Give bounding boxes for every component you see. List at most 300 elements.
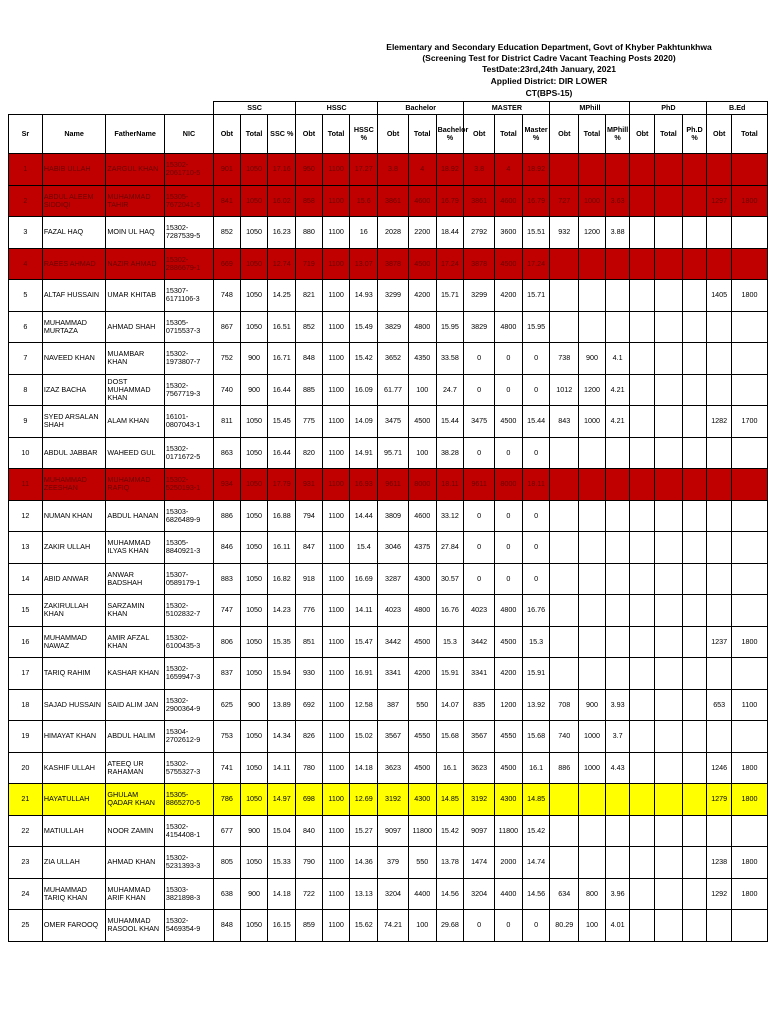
cell-total-5: 900 (240, 374, 268, 406)
cell-total-8: 1100 (322, 469, 350, 501)
cell-obt-13: 9611 (464, 469, 495, 501)
cell-ssc-6: 16.44 (268, 374, 296, 406)
cell-total-14: 4550 (495, 721, 523, 753)
cell-ph-d-21 (682, 343, 707, 375)
cell-fathername-2: WAHEED GUL (106, 437, 164, 469)
cell-obt-10: 3475 (378, 406, 409, 438)
cell-nic-3: 15305-8840921-3 (164, 532, 213, 564)
cell-total-17 (579, 437, 606, 469)
col-phd-obt: Obt (630, 115, 655, 154)
cell-ph-d-21 (682, 563, 707, 595)
header-district: Applied District: DIR LOWER (490, 76, 608, 86)
cell-obt-22: 1405 (707, 280, 732, 312)
cell-fathername-2: MUHAMMAD ARIF KHAN (106, 878, 164, 910)
cell-master-15: 18.92 (522, 154, 550, 186)
cell-obt-7: 776 (296, 595, 323, 627)
cell-bachelor-12: 14.85 (436, 784, 464, 816)
cell-total-8: 1100 (322, 374, 350, 406)
cell-total-23 (732, 248, 768, 280)
cell-total-23: 1700 (732, 406, 768, 438)
cell-obt-7: 848 (296, 343, 323, 375)
cell-mphill-18: 4.1 (605, 343, 630, 375)
cell-sr-0: 16 (9, 626, 43, 658)
cell-mphill-18 (605, 469, 630, 501)
cell-obt-13: 0 (464, 374, 495, 406)
cell-obt-7: 820 (296, 437, 323, 469)
cell-hssc-9: 16.93 (350, 469, 378, 501)
cell-fathername-2: SAID ALIM JAN (106, 689, 164, 721)
group-phd: PhD (630, 102, 707, 115)
cell-obt-7: 880 (296, 217, 323, 249)
cell-obt-16 (550, 154, 579, 186)
cell-total-8: 1100 (322, 878, 350, 910)
cell-master-15: 15.95 (522, 311, 550, 343)
col-ssc-total: Total (240, 115, 268, 154)
cell-ph-d-21 (682, 437, 707, 469)
col-name: Name (42, 115, 106, 154)
cell-ph-d-21 (682, 784, 707, 816)
cell-fathername-2: ANWAR BADSHAH (106, 563, 164, 595)
col-master-total: Total (495, 115, 523, 154)
cell-total-23 (732, 721, 768, 753)
cell-total-17 (579, 532, 606, 564)
cell-bachelor-12: 14.56 (436, 878, 464, 910)
cell-obt-13: 1474 (464, 847, 495, 879)
cell-total-14: 0 (495, 532, 523, 564)
cell-master-15: 0 (522, 500, 550, 532)
cell-hssc-9: 14.93 (350, 280, 378, 312)
cell-name-1: ZAKIR ULLAH (42, 532, 106, 564)
header-date: TestDate:23rd,24th January, 2021 (482, 64, 616, 74)
cell-obt-7: 847 (296, 532, 323, 564)
cell-nic-3: 15302-0171672-5 (164, 437, 213, 469)
cell-total-5: 1050 (240, 847, 268, 879)
cell-obt-16 (550, 532, 579, 564)
cell-total-8: 1100 (322, 343, 350, 375)
cell-obt-13: 3861 (464, 185, 495, 217)
cell-sr-0: 10 (9, 437, 43, 469)
cell-obt-19 (630, 154, 655, 186)
cell-total-17 (579, 280, 606, 312)
cell-obt-7: 851 (296, 626, 323, 658)
cell-bachelor-12: 30.57 (436, 563, 464, 595)
cell-nic-3: 15302-1659947-3 (164, 658, 213, 690)
cell-obt-16: 932 (550, 217, 579, 249)
table-row (9, 311, 768, 343)
cell-total-14: 4500 (495, 248, 523, 280)
cell-total-8: 1100 (322, 280, 350, 312)
cell-total-20 (655, 532, 683, 564)
cell-nic-3: 15303-6826489-9 (164, 500, 213, 532)
cell-fathername-2: ABDUL HALIM (106, 721, 164, 753)
cell-hssc-9: 14.91 (350, 437, 378, 469)
cell-nic-3: 15302-2061710-5 (164, 154, 213, 186)
table-row (9, 721, 768, 753)
table-row (9, 847, 768, 879)
cell-total-8: 1100 (322, 406, 350, 438)
cell-obt-10: 3204 (378, 878, 409, 910)
cell-total-5: 1050 (240, 910, 268, 942)
cell-total-5: 900 (240, 815, 268, 847)
cell-total-17 (579, 658, 606, 690)
cell-obt-19 (630, 847, 655, 879)
cell-obt-16 (550, 248, 579, 280)
table-row (9, 185, 768, 217)
cell-obt-16 (550, 784, 579, 816)
cell-total-20 (655, 658, 683, 690)
col-phd-pct: Ph.D % (682, 115, 707, 154)
cell-total-11: 2200 (408, 217, 436, 249)
cell-fathername-2: ATEEQ UR RAHAMAN (106, 752, 164, 784)
cell-total-23 (732, 595, 768, 627)
cell-obt-10: 3.8 (378, 154, 409, 186)
cell-sr-0: 17 (9, 658, 43, 690)
cell-obt-13: 3341 (464, 658, 495, 690)
cell-total-23: 1800 (732, 784, 768, 816)
cell-obt-4: 786 (214, 784, 241, 816)
cell-name-1: SYED ARSALAN SHAH (42, 406, 106, 438)
cell-ph-d-21 (682, 374, 707, 406)
cell-total-20 (655, 626, 683, 658)
cell-nic-3: 15307-0589179-1 (164, 563, 213, 595)
cell-obt-4: 740 (214, 374, 241, 406)
table-row (9, 752, 768, 784)
cell-sr-0: 18 (9, 689, 43, 721)
cell-bachelor-12: 16.76 (436, 595, 464, 627)
cell-hssc-9: 14.11 (350, 595, 378, 627)
cell-ssc-6: 15.33 (268, 847, 296, 879)
col-mphill-pct: MPhill % (605, 115, 630, 154)
cell-total-23: 1100 (732, 689, 768, 721)
col-master-obt: Obt (464, 115, 495, 154)
cell-obt-7: 821 (296, 280, 323, 312)
cell-total-14: 4500 (495, 752, 523, 784)
col-mphill-obt: Obt (550, 115, 579, 154)
cell-total-11: 100 (408, 910, 436, 942)
cell-total-8: 1100 (322, 658, 350, 690)
cell-total-5: 1050 (240, 280, 268, 312)
cell-fathername-2: NOOR ZAMIN (106, 815, 164, 847)
cell-total-20 (655, 343, 683, 375)
cell-fathername-2: MUHAMMAD RAFIQ (106, 469, 164, 501)
cell-obt-10: 3861 (378, 185, 409, 217)
cell-hssc-9: 16.69 (350, 563, 378, 595)
cell-ssc-6: 17.79 (268, 469, 296, 501)
cell-nic-3: 15305-0715537-3 (164, 311, 213, 343)
cell-name-1: MUHAMMAD NAWAZ (42, 626, 106, 658)
table-row (9, 784, 768, 816)
cell-total-23 (732, 910, 768, 942)
cell-total-14: 4800 (495, 595, 523, 627)
cell-sr-0: 6 (9, 311, 43, 343)
col-ssc-pct: SSC % (268, 115, 296, 154)
cell-obt-16 (550, 500, 579, 532)
cell-mphill-18 (605, 248, 630, 280)
table-row (9, 406, 768, 438)
cell-obt-19 (630, 784, 655, 816)
cell-mphill-18: 3.88 (605, 217, 630, 249)
cell-fathername-2: MUHAMMAD ILYAS KHAN (106, 532, 164, 564)
cell-total-23 (732, 469, 768, 501)
cell-master-15: 16.76 (522, 595, 550, 627)
cell-obt-19 (630, 689, 655, 721)
cell-obt-10: 3046 (378, 532, 409, 564)
cell-obt-22: 1238 (707, 847, 732, 879)
cell-obt-16: 886 (550, 752, 579, 784)
cell-obt-16: 727 (550, 185, 579, 217)
cell-obt-19 (630, 563, 655, 595)
col-bed-obt: Obt (707, 115, 732, 154)
cell-total-11: 4500 (408, 248, 436, 280)
cell-name-1: MATIULLAH (42, 815, 106, 847)
cell-name-1: NAVEED KHAN (42, 343, 106, 375)
cell-bachelor-12: 33.12 (436, 500, 464, 532)
cell-mphill-18 (605, 532, 630, 564)
cell-fathername-2: AHMAD SHAH (106, 311, 164, 343)
cell-total-5: 900 (240, 343, 268, 375)
cell-bachelor-12: 18.11 (436, 469, 464, 501)
table-row (9, 154, 768, 186)
cell-obt-10: 3652 (378, 343, 409, 375)
cell-total-11: 4550 (408, 721, 436, 753)
cell-total-8: 1100 (322, 752, 350, 784)
cell-hssc-9: 13.13 (350, 878, 378, 910)
cell-hssc-9: 16 (350, 217, 378, 249)
cell-total-14: 0 (495, 374, 523, 406)
cell-mphill-18 (605, 658, 630, 690)
cell-obt-22: 1246 (707, 752, 732, 784)
cell-obt-4: 867 (214, 311, 241, 343)
cell-obt-19 (630, 343, 655, 375)
cell-obt-10: 3567 (378, 721, 409, 753)
cell-total-20 (655, 721, 683, 753)
cell-hssc-9: 16.91 (350, 658, 378, 690)
cell-nic-3: 15302-5469354-9 (164, 910, 213, 942)
cell-fathername-2: ALAM KHAN (106, 406, 164, 438)
cell-obt-22 (707, 437, 732, 469)
cell-obt-4: 805 (214, 847, 241, 879)
cell-obt-4: 747 (214, 595, 241, 627)
cell-hssc-9: 13.07 (350, 248, 378, 280)
cell-obt-16: 843 (550, 406, 579, 438)
cell-obt-22: 1292 (707, 878, 732, 910)
cell-nic-3: 15302-4154408-1 (164, 815, 213, 847)
cell-name-1: ALTAF HUSSAIN (42, 280, 106, 312)
cell-sr-0: 25 (9, 910, 43, 942)
cell-fathername-2: SARZAMIN KHAN (106, 595, 164, 627)
cell-total-8: 1100 (322, 311, 350, 343)
cell-ph-d-21 (682, 878, 707, 910)
cell-name-1: SAJAD HUSSAIN (42, 689, 106, 721)
cell-obt-7: 852 (296, 311, 323, 343)
cell-obt-22 (707, 469, 732, 501)
table-row (9, 437, 768, 469)
cell-obt-13: 0 (464, 563, 495, 595)
cell-obt-13: 3299 (464, 280, 495, 312)
cell-obt-16: 708 (550, 689, 579, 721)
cell-total-20 (655, 311, 683, 343)
cell-hssc-9: 15.4 (350, 532, 378, 564)
cell-obt-19 (630, 532, 655, 564)
table-row (9, 280, 768, 312)
cell-total-8: 1100 (322, 815, 350, 847)
cell-obt-22 (707, 721, 732, 753)
cell-total-14: 8000 (495, 469, 523, 501)
cell-sr-0: 5 (9, 280, 43, 312)
cell-obt-13: 3192 (464, 784, 495, 816)
cell-total-23: 1800 (732, 626, 768, 658)
table-row (9, 532, 768, 564)
cell-ph-d-21 (682, 626, 707, 658)
cell-obt-4: 841 (214, 185, 241, 217)
cell-hssc-9: 15.49 (350, 311, 378, 343)
cell-sr-0: 3 (9, 217, 43, 249)
cell-total-17 (579, 595, 606, 627)
cell-ssc-6: 15.45 (268, 406, 296, 438)
cell-total-17 (579, 815, 606, 847)
cell-total-8: 1100 (322, 248, 350, 280)
cell-obt-19 (630, 217, 655, 249)
cell-total-23: 1800 (732, 185, 768, 217)
cell-obt-7: 775 (296, 406, 323, 438)
group-bachelor: Bachelor (378, 102, 464, 115)
cell-hssc-9: 14.44 (350, 500, 378, 532)
cell-nic-3: 15302-2886679-1 (164, 248, 213, 280)
cell-total-20 (655, 500, 683, 532)
cell-total-11: 4200 (408, 658, 436, 690)
col-hssc-obt: Obt (296, 115, 323, 154)
col-hssc-pct: HSSC % (350, 115, 378, 154)
cell-obt-4: 752 (214, 343, 241, 375)
cell-obt-13: 0 (464, 532, 495, 564)
cell-bachelor-12: 15.3 (436, 626, 464, 658)
cell-obt-22 (707, 311, 732, 343)
cell-obt-7: 826 (296, 721, 323, 753)
cell-nic-3: 15302-7287539-5 (164, 217, 213, 249)
cell-bachelor-12: 15.91 (436, 658, 464, 690)
cell-fathername-2: ZARGUL KHAN (106, 154, 164, 186)
table-row (9, 595, 768, 627)
cell-ph-d-21 (682, 815, 707, 847)
cell-ssc-6: 14.23 (268, 595, 296, 627)
table-row (9, 815, 768, 847)
cell-obt-10: 3192 (378, 784, 409, 816)
cell-obt-10: 3878 (378, 248, 409, 280)
cell-name-1: KASHIF ULLAH (42, 752, 106, 784)
cell-obt-10: 2028 (378, 217, 409, 249)
cell-nic-3: 15307-6171106-3 (164, 280, 213, 312)
cell-bachelor-12: 38.28 (436, 437, 464, 469)
cell-hssc-9: 15.6 (350, 185, 378, 217)
cell-total-17: 100 (579, 910, 606, 942)
cell-total-5: 1050 (240, 311, 268, 343)
cell-obt-4: 852 (214, 217, 241, 249)
cell-obt-7: 698 (296, 784, 323, 816)
col-mphill-total: Total (579, 115, 606, 154)
cell-ssc-6: 16.02 (268, 185, 296, 217)
cell-fathername-2: UMAR KHITAB (106, 280, 164, 312)
cell-mphill-18 (605, 847, 630, 879)
cell-total-20 (655, 595, 683, 627)
table-row (9, 658, 768, 690)
cell-total-20 (655, 689, 683, 721)
cell-obt-19 (630, 595, 655, 627)
cell-total-17 (579, 847, 606, 879)
cell-obt-22 (707, 374, 732, 406)
cell-ph-d-21 (682, 469, 707, 501)
table-row (9, 689, 768, 721)
cell-master-15: 16.79 (522, 185, 550, 217)
cell-total-11: 100 (408, 374, 436, 406)
col-bachelor-total: Total (408, 115, 436, 154)
cell-mphill-18: 4.21 (605, 406, 630, 438)
cell-hssc-9: 15.42 (350, 343, 378, 375)
cell-obt-16 (550, 847, 579, 879)
cell-obt-7: 794 (296, 500, 323, 532)
cell-total-5: 1050 (240, 626, 268, 658)
cell-ssc-6: 16.51 (268, 311, 296, 343)
cell-obt-10: 3287 (378, 563, 409, 595)
cell-total-20 (655, 815, 683, 847)
table-row (9, 469, 768, 501)
cell-ssc-6: 16.23 (268, 217, 296, 249)
cell-ssc-6: 15.35 (268, 626, 296, 658)
cell-total-11: 4500 (408, 626, 436, 658)
cell-obt-10: 4023 (378, 595, 409, 627)
cell-hssc-9: 16.09 (350, 374, 378, 406)
cell-ph-d-21 (682, 185, 707, 217)
cell-obt-16 (550, 658, 579, 690)
cell-fathername-2: MUHAMMAD TAHIR (106, 185, 164, 217)
cell-obt-13: 3475 (464, 406, 495, 438)
cell-total-5: 1050 (240, 469, 268, 501)
cell-total-17 (579, 784, 606, 816)
cell-hssc-9: 15.47 (350, 626, 378, 658)
cell-master-15: 0 (522, 910, 550, 942)
header-test: (Screening Test for District Cadre Vacant Teaching Posts 2020) (422, 53, 676, 63)
cell-ph-d-21 (682, 532, 707, 564)
cell-total-23 (732, 658, 768, 690)
cell-obt-22 (707, 532, 732, 564)
cell-total-14: 4200 (495, 658, 523, 690)
cell-nic-3: 15302-5250193-1 (164, 469, 213, 501)
cell-total-23: 1800 (732, 878, 768, 910)
cell-mphill-18 (605, 563, 630, 595)
group-master: MASTER (464, 102, 550, 115)
cell-total-8: 1100 (322, 500, 350, 532)
cell-total-20 (655, 374, 683, 406)
cell-sr-0: 13 (9, 532, 43, 564)
cell-ssc-6: 16.11 (268, 532, 296, 564)
cell-total-23 (732, 374, 768, 406)
cell-obt-7: 780 (296, 752, 323, 784)
cell-obt-7: 840 (296, 815, 323, 847)
cell-name-1: MUHAMMAD ZEESHAN (42, 469, 106, 501)
cell-total-5: 1050 (240, 752, 268, 784)
cell-obt-4: 677 (214, 815, 241, 847)
cell-bachelor-12: 27.84 (436, 532, 464, 564)
cell-sr-0: 23 (9, 847, 43, 879)
cell-mphill-18: 4.01 (605, 910, 630, 942)
cell-total-11: 4400 (408, 878, 436, 910)
cell-hssc-9: 12.58 (350, 689, 378, 721)
cell-nic-3: 15302-1973807-7 (164, 343, 213, 375)
cell-total-14: 4600 (495, 185, 523, 217)
cell-sr-0: 2 (9, 185, 43, 217)
cell-total-11: 4500 (408, 752, 436, 784)
group-ssc: SSC (214, 102, 296, 115)
cell-hssc-9: 15.62 (350, 910, 378, 942)
